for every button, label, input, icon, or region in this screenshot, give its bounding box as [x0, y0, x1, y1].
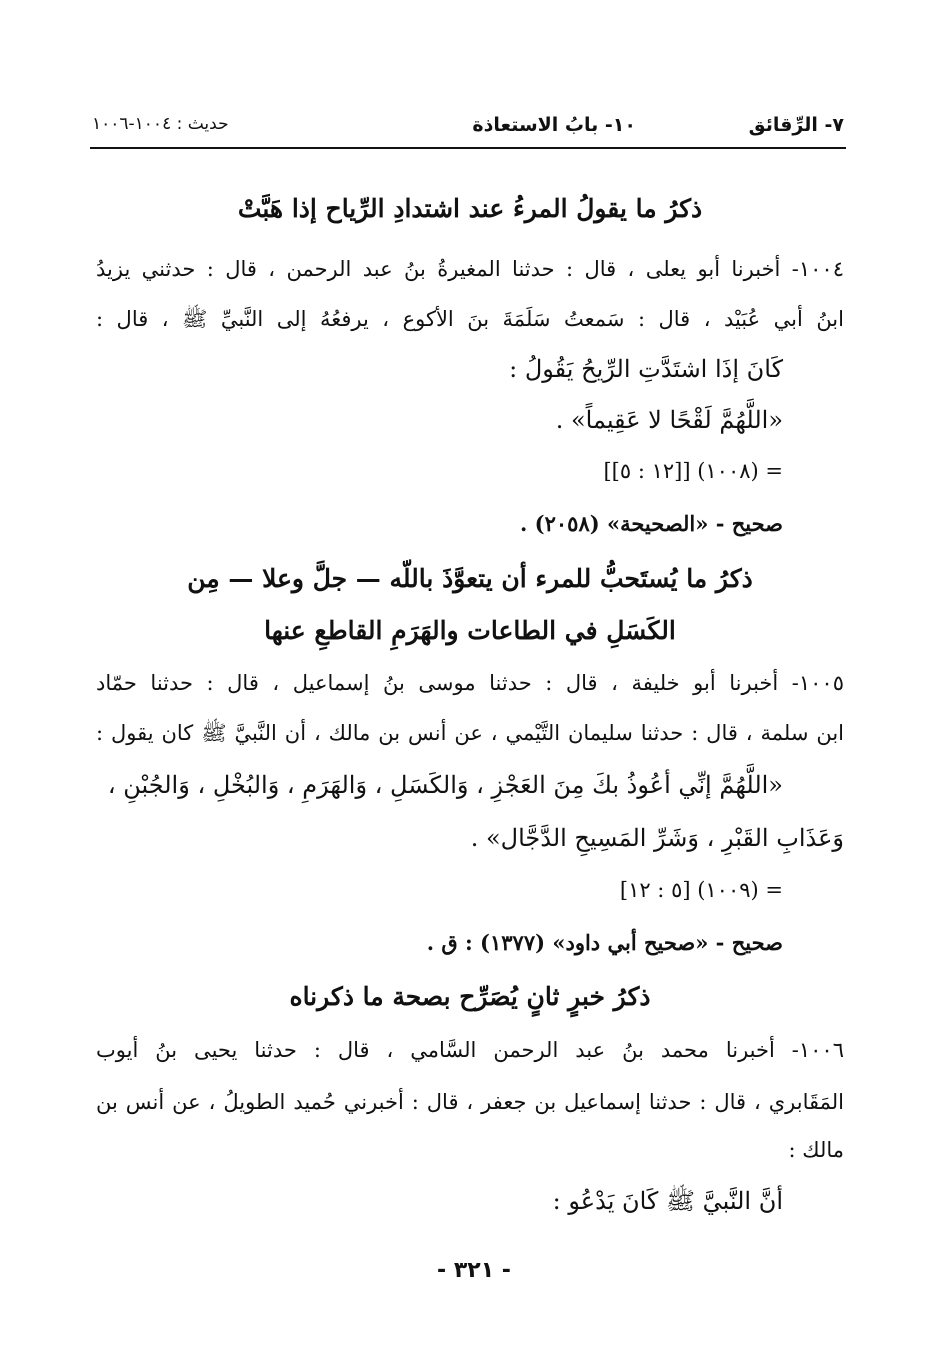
- hadith-1005-matn-line: وَعَذَابِ القَبْرِ ، وَشَرِّ المَسِيحِ الدَّجَّال» .: [470, 824, 844, 852]
- hadith-1006-isnad-line: المَقَابري ، قال : حدثنا إسماعيل بن جعفر ، قال : أخبرني حُميد الطويلُ ، عن أنس بن: [96, 1090, 844, 1114]
- section-title: ذكرُ خبرٍ ثانٍ يُصَرِّح بصحة ما ذكرناه: [289, 982, 651, 1011]
- hadith-1004-matn-line: كَانَ إذَا اشتَدَّتِ الرِّيحُ يَقُولُ :: [509, 355, 783, 383]
- section-title: الكَسَلِ في الطاعات والهَرَمِ القاطعِ عنها: [264, 616, 676, 645]
- hadith-1005-matn-line: «اللَّهُمَّ إنِّي أعُوذُ بكَ مِنَ العَجْزِ ، وَالكَسَلِ ، وَالهَرَمِ ، وَالبُخْلِ ، وَالجُبْنِ ،: [107, 771, 783, 799]
- hadith-1004-grading: صحيح - «الصحيحة» (٢٠٥٨) .: [520, 511, 783, 536]
- hadith-1006-isnad-line: مالك :: [788, 1138, 844, 1162]
- hadith-1004-isnad-line: ابنُ أبي عُبَيْد ، قال : سَمعتُ سَلَمَةَ بنَ الأكوع ، يرفعُهُ إلى النَّبيِّ ﷺ ، قال :: [96, 307, 844, 331]
- section-title: ذكرُ ما يُستَحبُّ للمرء أن يتعوَّذَ باللّه — جلَّ وعلا — مِن: [187, 564, 753, 593]
- header-hadith-range: حديث : ١٠٠٤-١٠٠٦: [92, 114, 229, 134]
- hadith-1005-reference: = (١٠٠٩) [٥ : ١٢]: [619, 878, 783, 902]
- header-rule: [90, 147, 846, 149]
- running-header: [92, 108, 844, 144]
- hadith-1004-matn-line: «اللَّهُمَّ لَقْحًا لا عَقِيماً» .: [555, 406, 783, 434]
- hadith-1004-isnad-line: ١٠٠٤- أخبرنا أبو يعلى ، قال : حدثنا المغيرةُ بنُ عبد الرحمن ، قال : حدثني يزيدُ: [96, 257, 844, 281]
- section-title: ذكرُ ما يقولُ المرءُ عند اشتدادِ الرِّياح إذا هَبَّتْ: [237, 194, 703, 223]
- header-bab: ١٠- بابُ الاستعاذة: [472, 114, 636, 136]
- hadith-1005-grading: صحيح - «صحيح أبي داود» (١٣٧٧) : ق .: [426, 930, 783, 955]
- hadith-1006-matn-line: أنَّ النَّبيَّ ﷺ كَانَ يَدْعُو :: [552, 1187, 783, 1215]
- hadith-1006-isnad-line: ١٠٠٦- أخبرنا محمد بنُ عبد الرحمن السَّامي ، قال : حدثنا يحيى بنُ أيوب: [96, 1038, 844, 1062]
- hadith-1005-isnad-line: ١٠٠٥- أخبرنا أبو خليفة ، قال : حدثنا موسى بنُ إسماعيل ، قال : حدثنا حمّاد: [96, 671, 844, 695]
- hadith-1005-isnad-line: ابن سلمة ، قال : حدثنا سليمان التَّيْمي ، عن أنس بن مالك ، أن النَّبيَّ ﷺ كان يقول :: [96, 721, 844, 745]
- hadith-1004-reference: = (١٠٠٨) [[١٢ : ٥]]: [603, 459, 783, 483]
- page-number: - ٣٢١ -: [437, 1258, 511, 1283]
- header-chapter: ٧- الرِّقائق: [748, 114, 844, 136]
